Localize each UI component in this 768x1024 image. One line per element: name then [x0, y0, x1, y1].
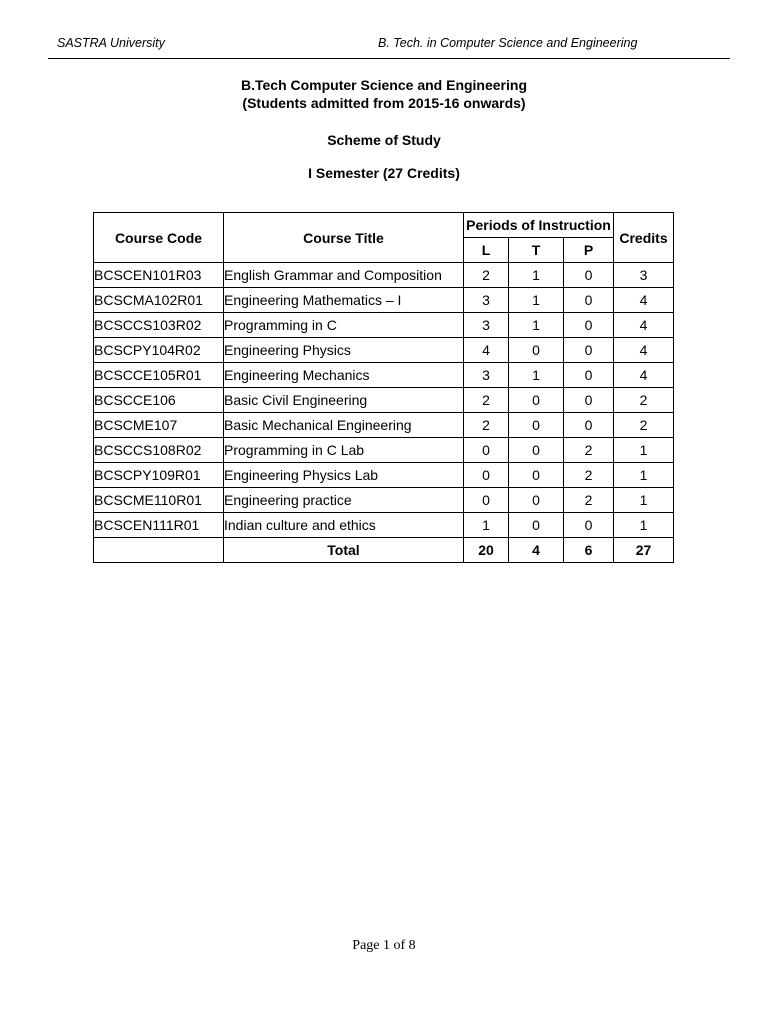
practical-cell: 0 [564, 413, 614, 438]
course-title-cell: English Grammar and Composition [224, 263, 464, 288]
course-code-cell: BCSCMA102R01 [94, 288, 224, 313]
practical-cell: 0 [564, 263, 614, 288]
lecture-cell: 0 [464, 463, 509, 488]
course-title-cell: Engineering Mathematics – I [224, 288, 464, 313]
scheme-table [93, 212, 674, 563]
lecture-cell: 3 [464, 313, 509, 338]
total-l: 20 [464, 538, 509, 563]
lecture-cell: 2 [464, 263, 509, 288]
lecture-cell: 3 [464, 363, 509, 388]
table-row [94, 513, 674, 538]
scheme-heading: Scheme of Study [327, 132, 441, 148]
practical-cell: 0 [564, 288, 614, 313]
lecture-cell: 0 [464, 438, 509, 463]
credits-cell: 1 [614, 438, 674, 463]
tutorial-cell: 1 [509, 313, 564, 338]
table-body [94, 263, 674, 538]
credits-cell: 4 [614, 363, 674, 388]
course-title-cell: Basic Mechanical Engineering [224, 413, 464, 438]
total-row [94, 538, 674, 563]
total-credits: 27 [614, 538, 674, 563]
course-code-cell: BCSCPY104R02 [94, 338, 224, 363]
credits-cell: 1 [614, 488, 674, 513]
total-t: 4 [509, 538, 564, 563]
table-row [94, 338, 674, 363]
tutorial-cell: 1 [509, 363, 564, 388]
tutorial-cell: 0 [509, 463, 564, 488]
course-title-cell: Basic Civil Engineering [224, 388, 464, 413]
course-title-cell: Engineering Mechanics [224, 363, 464, 388]
credits-cell: 1 [614, 513, 674, 538]
header-credits: Credits [614, 213, 674, 263]
lecture-cell: 4 [464, 338, 509, 363]
table-row [94, 438, 674, 463]
total-empty-cell [94, 538, 224, 563]
header-p: P [564, 238, 614, 263]
table-row [94, 288, 674, 313]
practical-cell: 0 [564, 363, 614, 388]
course-code-cell: BCSCEN111R01 [94, 513, 224, 538]
course-code-cell: BCSCME110R01 [94, 488, 224, 513]
header-program: B. Tech. in Computer Science and Engineering [378, 36, 638, 50]
semester-heading: I Semester (27 Credits) [308, 165, 460, 181]
course-code-cell: BCSCCE106 [94, 388, 224, 413]
tutorial-cell: 0 [509, 513, 564, 538]
course-title-cell: Engineering practice [224, 488, 464, 513]
course-code-cell: BCSCCE105R01 [94, 363, 224, 388]
course-title-cell: Engineering Physics [224, 338, 464, 363]
header-course-title: Course Title [224, 213, 464, 263]
table-row [94, 488, 674, 513]
practical-cell: 0 [564, 338, 614, 363]
course-title-cell: Programming in C [224, 313, 464, 338]
practical-cell: 2 [564, 488, 614, 513]
practical-cell: 0 [564, 313, 614, 338]
credits-cell: 4 [614, 288, 674, 313]
practical-cell: 0 [564, 388, 614, 413]
document-title: B.Tech Computer Science and Engineering [240, 77, 527, 93]
practical-cell: 2 [564, 438, 614, 463]
table-row [94, 263, 674, 288]
course-code-cell: BCSCCS108R02 [94, 438, 224, 463]
credits-cell: 2 [614, 388, 674, 413]
table-row [94, 363, 674, 388]
header-university: SASTRA University [57, 36, 165, 50]
course-title-cell: Programming in C Lab [224, 438, 464, 463]
lecture-cell: 2 [464, 413, 509, 438]
course-code-cell: BCSCCS103R02 [94, 313, 224, 338]
header-periods: Periods of Instruction [464, 213, 614, 238]
tutorial-cell: 1 [509, 288, 564, 313]
credits-cell: 4 [614, 338, 674, 363]
table-row [94, 313, 674, 338]
document-subtitle: (Students admitted from 2015-16 onwards) [242, 95, 526, 111]
page-number: Page 1 of 8 [352, 938, 416, 953]
table-row [94, 388, 674, 413]
course-code-cell: BCSCPY109R01 [94, 463, 224, 488]
tutorial-cell: 0 [509, 388, 564, 413]
lecture-cell: 1 [464, 513, 509, 538]
page-header [48, 30, 730, 59]
header-l: L [464, 238, 509, 263]
credits-cell: 1 [614, 463, 674, 488]
total-label: Total [224, 538, 464, 563]
credits-cell: 3 [614, 263, 674, 288]
course-title-cell: Indian culture and ethics [224, 513, 464, 538]
credits-cell: 4 [614, 313, 674, 338]
tutorial-cell: 0 [509, 438, 564, 463]
header-course-code: Course Code [94, 213, 224, 263]
tutorial-cell: 0 [509, 488, 564, 513]
practical-cell: 2 [564, 463, 614, 488]
lecture-cell: 0 [464, 488, 509, 513]
course-code-cell: BCSCEN101R03 [94, 263, 224, 288]
total-p: 6 [564, 538, 614, 563]
tutorial-cell: 1 [509, 263, 564, 288]
table-row [94, 463, 674, 488]
course-title-cell: Engineering Physics Lab [224, 463, 464, 488]
lecture-cell: 2 [464, 388, 509, 413]
tutorial-cell: 0 [509, 413, 564, 438]
practical-cell: 0 [564, 513, 614, 538]
course-code-cell: BCSCME107 [94, 413, 224, 438]
table-row [94, 413, 674, 438]
header-t: T [509, 238, 564, 263]
tutorial-cell: 0 [509, 338, 564, 363]
lecture-cell: 3 [464, 288, 509, 313]
credits-cell: 2 [614, 413, 674, 438]
